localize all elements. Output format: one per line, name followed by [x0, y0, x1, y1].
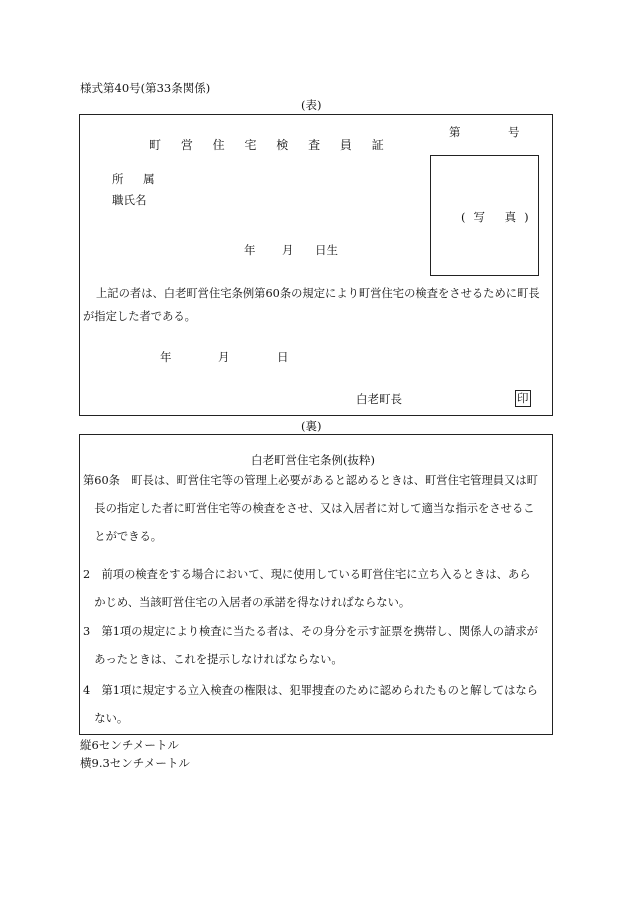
- card-title: 町 営 住 宅 検 査 員 証: [149, 138, 392, 152]
- article-line: とができる。: [83, 530, 163, 543]
- article-line: かじめ、当該町営住宅の入居者の承諾を得なければならない。: [83, 596, 411, 609]
- seal-box: 印: [517, 391, 529, 405]
- issuer-title: 白老町長: [356, 392, 402, 406]
- issue-day: 日: [277, 350, 289, 364]
- statement-line-1: 上記の者は、白老町営住宅条例第60条の規定により町営住宅の検査をさせるために町長: [96, 287, 540, 300]
- article-line: 長の指定した者に町営住宅等の検査をさせ、又は入居者に対して適当な指示をさせるこ: [83, 502, 535, 515]
- birth-day: 日生: [315, 243, 338, 257]
- birth-year: 年: [244, 243, 256, 257]
- form-number-label: 様式第40号(第33条関係): [80, 81, 211, 95]
- back-title: 白老町営住宅条例(抜粋): [251, 453, 375, 467]
- article-line: 4 第1項に規定する立入検査の権限は、犯罪捜査のために認められたものと解してはなら: [83, 684, 538, 697]
- article-line: 2 前項の検査をする場合において、現に使用している町営住宅に立ち入るときは、あら: [83, 568, 531, 581]
- statement-line-2: が指定した者である。: [83, 310, 196, 323]
- article-line: 3 第1項の規定により検査に当たる者は、その身分を示す証票を携帯し、関係人の請求が: [83, 625, 538, 638]
- article-line: あったときは、これを提示しなければならない。: [83, 653, 343, 666]
- back-side-label: (裏): [301, 419, 322, 433]
- number-prefix: 第: [449, 125, 461, 139]
- photo-label: (写 真): [461, 210, 537, 224]
- issue-month: 月: [218, 350, 230, 364]
- name-label: 職氏名: [112, 193, 147, 207]
- size-height-note: 縦6センチメートル: [80, 738, 179, 752]
- affiliation-label: 所 属: [112, 172, 163, 186]
- number-suffix: 号: [508, 125, 520, 139]
- front-side-label: (表): [301, 98, 322, 112]
- article-line: ない。: [83, 712, 129, 725]
- article-line: 第60条 町長は、町営住宅等の管理上必要があると認めるときは、町営住宅管理員又は町: [83, 474, 538, 487]
- size-width-note: 横9.3センチメートル: [80, 756, 190, 770]
- birth-month: 月: [282, 243, 294, 257]
- issue-year: 年: [160, 350, 172, 364]
